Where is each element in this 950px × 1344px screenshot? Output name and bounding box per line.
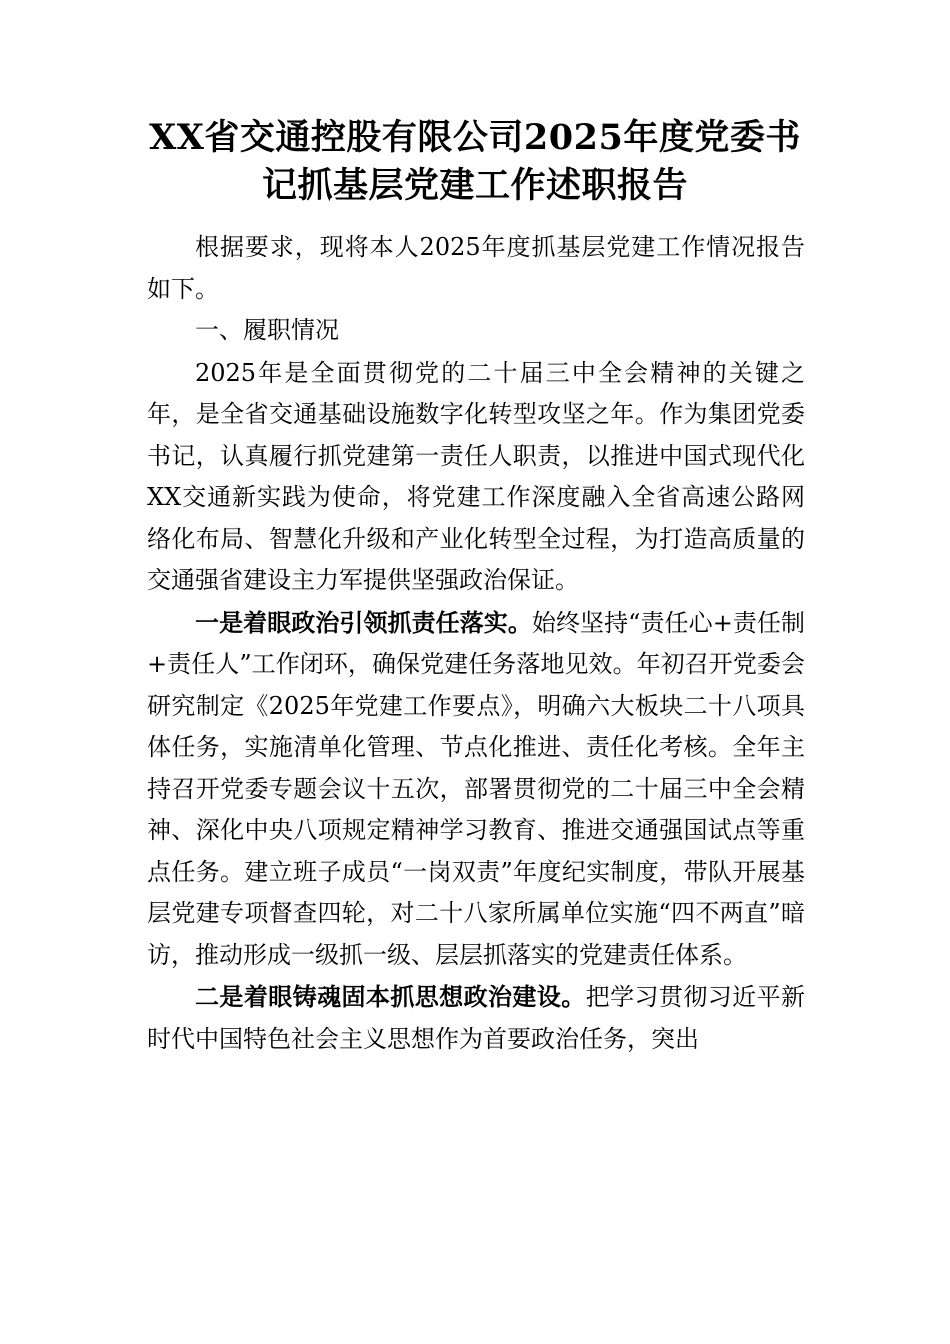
paragraph-text: 一、履职情况	[195, 316, 339, 344]
point-two-paragraph	[147, 976, 805, 1060]
section-heading	[147, 310, 805, 352]
paragraph-text: 根据要求，现将本人2025年度抓基层党建工作情况报告如下。	[147, 233, 805, 303]
paragraph-lead: 二是着眼铸魂固本抓思想政治建设。	[195, 982, 586, 1011]
intro-paragraph	[147, 226, 805, 310]
point-one-paragraph	[147, 602, 805, 977]
paragraph-text: 始终坚持“责任心+责任制+责任人”工作闭环，确保党建任务落地见效。年初召开党委会研究制定《2025年党建工作要点》，明确六大板块二十八项具体任务，实施清单化管理、节点化推进、责任化考核。全年主持召开党委专题会议十五次，部署贯彻党的二十届三中全会精神、深化中央八项规定精神学习教育、推进交通强国试点等重点任务。建立班子成员“一岗双责”年度纪实制度，带队开展基层党建专项督查四轮，对二十八家所属单位实施“四不两直”暗访，推动形成一级抓一级、层层抓落实的党建责任体系。	[147, 608, 805, 969]
document-title: XX省交通控股有限公司2025年度党委书记抓基层党建工作述职报告	[149, 117, 801, 206]
paragraph-text: 2025年是全面贯彻党的二十届三中全会精神的关键之年，是全省交通基础设施数字化转型攻坚之年。作为集团党委书记，认真履行抓党建第一责任人职责，以推进中国式现代化XX交通新实践为使命，将党建工作深度融入全省高速公路网络化布局、智慧化升级和产业化转型全过程，为打造高质量的交通强省建设主力军提供坚强政治保证。	[147, 358, 805, 594]
paragraph-lead: 一是着眼政治引领抓责任落实。	[195, 607, 532, 637]
document-body	[147, 226, 805, 1060]
paragraph-text: 把学习贯彻习近平新时代中国特色社会主义思想作为首要政治任务，突出	[147, 983, 806, 1053]
overview-paragraph	[147, 352, 805, 602]
